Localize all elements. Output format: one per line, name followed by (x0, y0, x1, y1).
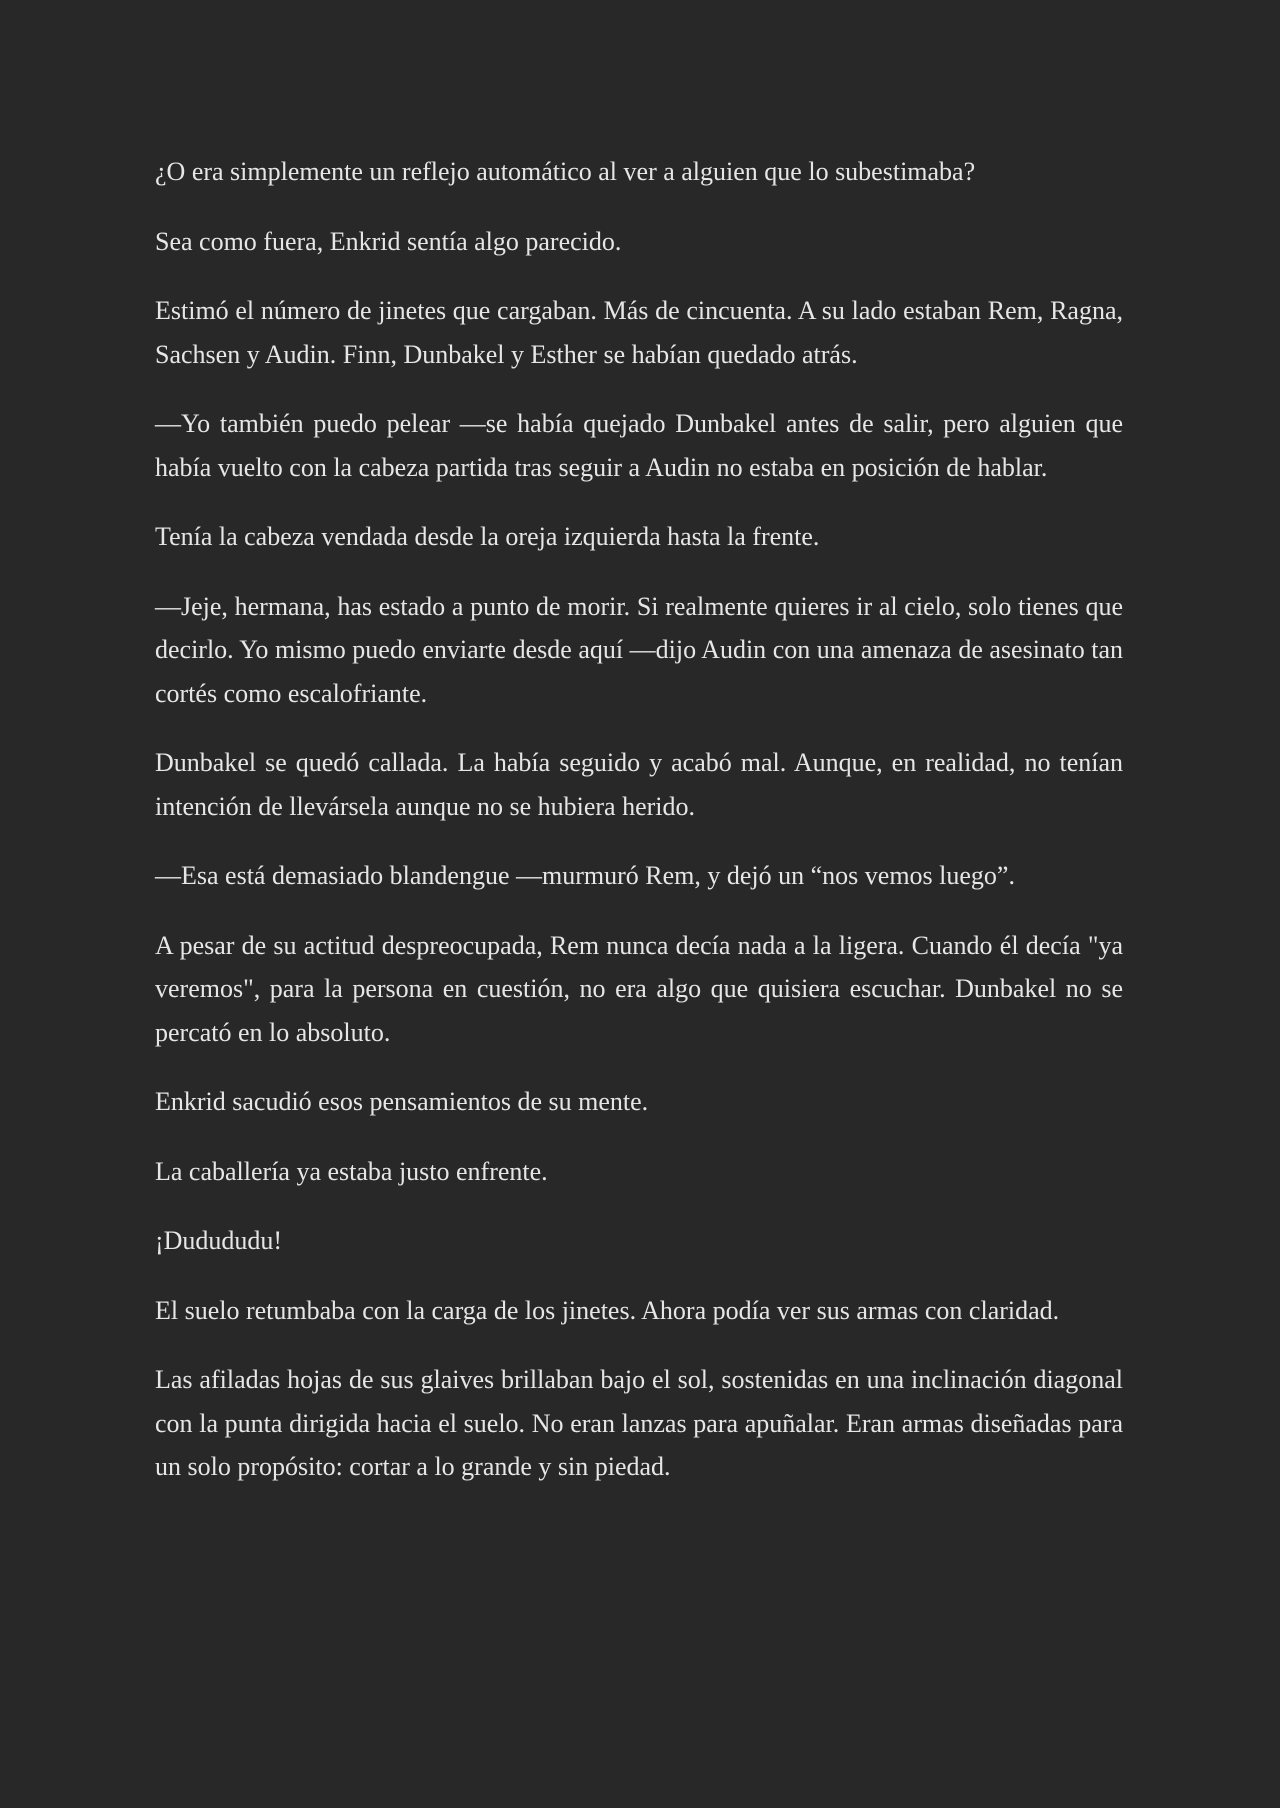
paragraph: ¿O era simplemente un reflejo automático al ver a alguien que lo subestimaba? (155, 157, 976, 186)
paragraph: Tenía la cabeza vendada desde la oreja izquierda hasta la frente. (155, 522, 820, 551)
paragraph: Sea como fuera, Enkrid sentía algo parecido. (155, 226, 622, 256)
paragraph: A pesar de su actitud despreocupada, Rem nunca decía nada a la ligera. Cuando él decía "ya veremos", para la persona en cuestión, no era algo que quisiera escuchar. Dunbakel no se percató en lo absoluto. (155, 930, 1123, 1047)
paragraph: Las afiladas hojas de sus glaives brillaban bajo el sol, sostenidas en una inclinación diagonal con la punta dirigida hacia el suelo. No eran lanzas para apuñalar. Eran armas diseñadas para un solo propósito: cortar a lo grande y sin piedad. (155, 1365, 1123, 1481)
paragraph: La caballería ya estaba justo enfrente. (155, 1156, 548, 1186)
paragraph: —Jeje, hermana, has estado a punto de morir. Si realmente quieres ir al cielo, solo tienes que decirlo. Yo mismo puedo enviarte desde aquí —dijo Audin con una amenaza de asesinato tan cortés como escalofriante. (155, 591, 1123, 708)
paragraph: El suelo retumbaba con la carga de los jinetes. Ahora podía ver sus armas con claridad. (155, 1295, 1060, 1325)
paragraph: ¡Dudududu! (155, 1226, 283, 1255)
paragraph: —Esa está demasiado blandengue —murmuró Rem, y dejó un “nos vemos luego”. (155, 861, 1015, 890)
paragraph: Enkrid sacudió esos pensamientos de su mente. (155, 1087, 649, 1116)
paragraph: Dunbakel se quedó callada. La había seguido y acabó mal. Aunque, en realidad, no tenían intención de llevársela aunque no se hubiera herido. (155, 748, 1123, 821)
paragraph: Estimó el número de jinetes que cargaban. Más de cincuenta. A su lado estaban Rem, Ragna, Sachsen y Audin. Finn, Dunbakel y Esther se habían quedado atrás. (155, 296, 1123, 369)
document-page (155, 150, 1123, 1515)
paragraph: —Yo también puedo pelear —se había quejado Dunbakel antes de salir, pero alguien que había vuelto con la cabeza partida tras seguir a Audin no estaba en posición de hablar. (155, 409, 1123, 482)
